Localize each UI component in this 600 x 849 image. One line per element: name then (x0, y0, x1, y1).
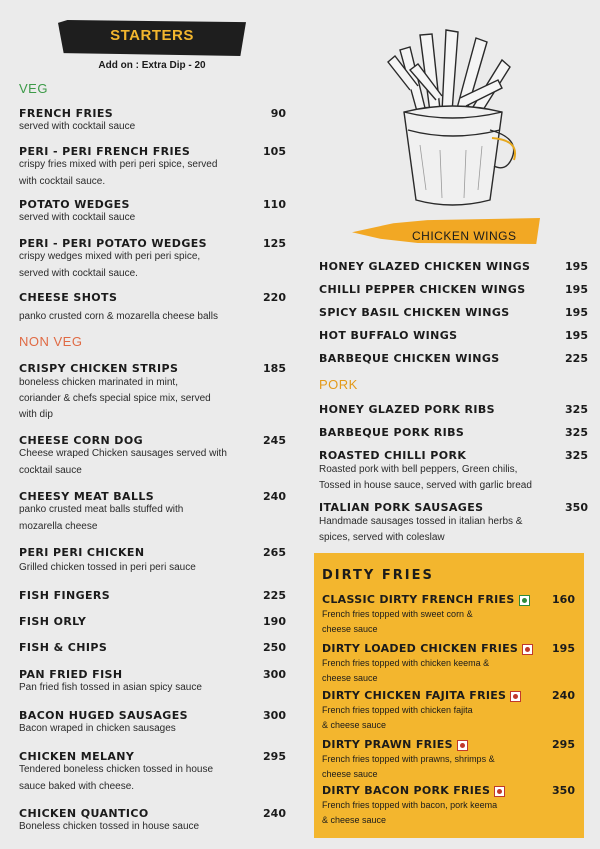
menu-item-name: PERI - PERI POTATO WEDGES (19, 237, 207, 250)
dirty-item-price: 350 (552, 784, 575, 797)
menu-item-name: CHEESE CORN DOG (19, 434, 144, 447)
menu-item-price: 185 (263, 362, 286, 375)
menu-item-description: Cheese wraped Chicken sausages served with (19, 448, 227, 459)
section-chicken-wings: CHICKEN WINGS (412, 229, 517, 243)
menu-item-description: panko crusted meat balls stuffed with (19, 504, 184, 515)
dirty-item-name (322, 642, 533, 655)
menu-item-description: mozarella cheese (19, 521, 98, 532)
wing-item-name: SPICY BASIL CHICKEN WINGS (319, 306, 510, 319)
wing-item-price: 195 (565, 260, 588, 273)
menu-item-name: FRENCH FRIES (19, 107, 114, 120)
pork-item-name: HONEY GLAZED PORK RIBS (319, 403, 495, 416)
menu-item-name: FISH ORLY (19, 615, 87, 628)
dirty-item-description: French fries topped with bacon, pork keema (322, 800, 498, 810)
section-veg: VEG (19, 81, 48, 96)
dirty-item-label: DIRTY PRAWN FRIES (322, 738, 453, 751)
menu-item-price: 240 (263, 490, 286, 503)
section-pork: PORK (319, 377, 358, 392)
wing-item-name: HOT BUFFALO WINGS (319, 329, 458, 342)
menu-item-description: Bacon wraped in chicken sausages (19, 723, 176, 734)
menu-item-name: CHEESE SHOTS (19, 291, 118, 304)
page-title: STARTERS (110, 27, 194, 44)
menu-item-description: served with cocktail sauce (19, 121, 136, 132)
menu-item-description: served with cocktail sauce. (19, 268, 138, 279)
menu-item-name: FISH & CHIPS (19, 641, 108, 654)
pork-item-description: Roasted pork with bell peppers, Green chilis, (319, 464, 518, 475)
dirty-item-price: 295 (552, 738, 575, 751)
dirty-item-name (322, 738, 468, 751)
dirty-item-label: DIRTY LOADED CHICKEN FRIES (322, 642, 519, 655)
nonveg-mark-icon (510, 691, 521, 702)
section-nonveg: NON VEG (19, 334, 83, 349)
menu-item-name: PERI PERI CHICKEN (19, 546, 145, 559)
veg-mark-icon (519, 595, 530, 606)
menu-item-price: 125 (263, 237, 286, 250)
dirty-item-description: French fries topped with chicken keema & (322, 658, 490, 668)
wing-item-price: 195 (565, 283, 588, 296)
menu-item-price: 245 (263, 434, 286, 447)
nonveg-mark-icon (522, 644, 533, 655)
menu-item-name: PAN FRIED FISH (19, 668, 123, 681)
menu-item-price: 240 (263, 807, 286, 820)
menu-item-description: Tendered boneless chicken tossed in house (19, 764, 214, 775)
menu-item-description: cocktail sauce (19, 465, 82, 476)
dirty-item-description: & cheese sauce (322, 815, 387, 825)
menu-item-price: 300 (263, 668, 286, 681)
menu-item-description: crispy wedges mixed with peri peri spice, (19, 251, 201, 262)
menu-item-price: 110 (263, 198, 286, 211)
wing-item-price: 195 (565, 329, 588, 342)
menu-item-name: CHICKEN MELANY (19, 750, 135, 763)
menu-item-name: CRISPY CHICKEN STRIPS (19, 362, 179, 375)
menu-item-description: with dip (19, 409, 53, 420)
menu-item-description: crispy fries mixed with peri peri spice, served (19, 159, 218, 170)
menu-item-name: POTATO WEDGES (19, 198, 130, 211)
dirty-item-name (322, 689, 521, 702)
dirty-item-price: 240 (552, 689, 575, 702)
wing-item-price: 225 (565, 352, 588, 365)
nonveg-mark-icon (494, 786, 505, 797)
pork-item-price: 325 (565, 426, 588, 439)
menu-item-description: Pan fried fish tossed in asian spicy sauce (19, 682, 202, 693)
wing-item-name: CHILLI PEPPER CHICKEN WINGS (319, 283, 526, 296)
pork-item-price: 325 (565, 449, 588, 462)
menu-item-price: 265 (263, 546, 286, 559)
pork-item-description: spices, served with coleslaw (319, 532, 445, 543)
menu-item-price: 220 (263, 291, 286, 304)
menu-item-description: served with cocktail sauce (19, 212, 136, 223)
menu-item-name: CHEESY MEAT BALLS (19, 490, 155, 503)
pork-item-name: BARBEQUE PORK RIBS (319, 426, 465, 439)
dirty-item-description: French fries topped with chicken fajita (322, 705, 473, 715)
menu-item-name: BACON HUGED SAUSAGES (19, 709, 188, 722)
menu-item-price: 90 (270, 107, 286, 120)
menu-item-description: Grilled chicken tossed in peri peri sauce (19, 562, 196, 573)
wing-item-price: 195 (565, 306, 588, 319)
addon-note: Add on : Extra Dip - 20 (98, 60, 206, 71)
pork-item-price: 325 (565, 403, 588, 416)
menu-item-description: panko crusted corn & mozarella cheese balls (19, 311, 218, 322)
wing-item-name: HONEY GLAZED CHICKEN WINGS (319, 260, 531, 273)
dirty-item-description: cheese sauce (322, 624, 378, 634)
menu-item-price: 295 (263, 750, 286, 763)
dirty-item-description: French fries topped with sweet corn & (322, 609, 473, 619)
menu-item-price: 225 (263, 589, 286, 602)
pork-item-price: 350 (565, 501, 588, 514)
menu-item-price: 300 (263, 709, 286, 722)
dirty-item-label: DIRTY BACON PORK FRIES (322, 784, 491, 797)
menu-item-description: coriander & chefs special spice mix, served (19, 393, 211, 404)
menu-item-description: sauce baked with cheese. (19, 781, 135, 792)
pork-item-name: ROASTED CHILLI PORK (319, 449, 467, 462)
dirty-item-description: & cheese sauce (322, 720, 387, 730)
menu-item-name: FISH FINGERS (19, 589, 111, 602)
menu-item-price: 250 (263, 641, 286, 654)
fries-bucket-icon (380, 20, 528, 210)
wing-item-name: BARBEQUE CHICKEN WINGS (319, 352, 500, 365)
menu-item-name: PERI - PERI FRENCH FRIES (19, 145, 191, 158)
menu-item-description: with cocktail sauce. (19, 176, 106, 187)
menu-item-description: boneless chicken marinated in mint, (19, 377, 178, 388)
menu-item-description: Boneless chicken tossed in house sauce (19, 821, 200, 832)
pork-item-description: Tossed in house sauce, served with garlic bread (319, 480, 532, 491)
dirty-item-name (322, 784, 505, 797)
dirty-item-price: 195 (552, 642, 575, 655)
nonveg-mark-icon (457, 740, 468, 751)
pork-item-description: Handmade sausages tossed in italian herbs & (319, 516, 523, 527)
pork-item-name: ITALIAN PORK SAUSAGES (319, 501, 484, 514)
dirty-item-name (322, 593, 530, 606)
dirty-item-label: CLASSIC DIRTY FRENCH FRIES (322, 593, 515, 606)
dirty-item-description: cheese sauce (322, 769, 378, 779)
dirty-item-price: 160 (552, 593, 575, 606)
section-dirty-fries: DIRTY FRIES (322, 568, 434, 583)
menu-item-price: 190 (263, 615, 286, 628)
menu-item-price: 105 (263, 145, 286, 158)
menu-item-name: CHICKEN QUANTICO (19, 807, 149, 820)
dirty-item-label: DIRTY CHICKEN FAJITA FRIES (322, 689, 507, 702)
dirty-item-description: French fries topped with prawns, shrimps & (322, 754, 495, 764)
dirty-item-description: cheese sauce (322, 673, 378, 683)
